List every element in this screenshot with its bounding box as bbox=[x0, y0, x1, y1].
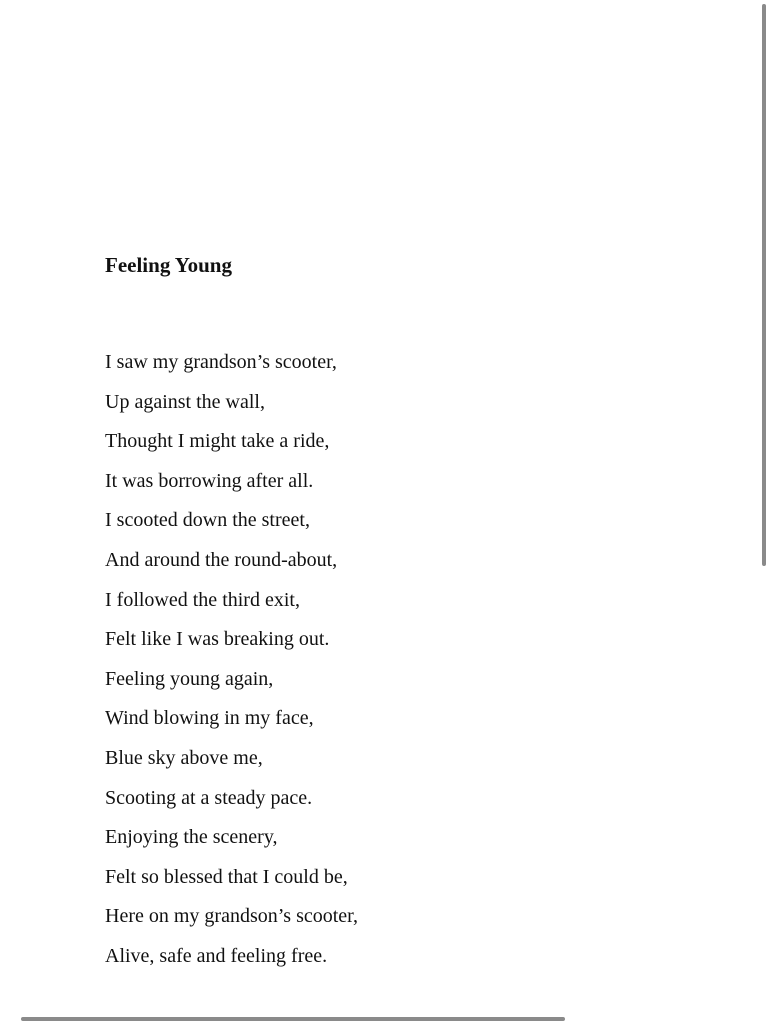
vertical-scrollbar[interactable] bbox=[762, 4, 766, 566]
poem-line: Wind blowing in my face, bbox=[105, 707, 314, 730]
poem-line: Felt so blessed that I could be, bbox=[105, 865, 348, 888]
poem-line: I followed the third exit, bbox=[105, 588, 300, 611]
poem-line: Blue sky above me, bbox=[105, 746, 263, 769]
poem-line: Here on my grandson’s scooter, bbox=[105, 905, 359, 928]
poem-line: Enjoying the scenery, bbox=[105, 826, 278, 849]
poem-line: I saw my grandson’s scooter, bbox=[105, 351, 337, 373]
poem-title: Feeling Young bbox=[105, 253, 232, 277]
poem-line: I scooted down the street, bbox=[105, 509, 310, 532]
poem-line: Feeling young again, bbox=[105, 667, 274, 690]
poem-line: Thought I might take a ride, bbox=[105, 430, 330, 453]
poem bbox=[105, 252, 665, 967]
poem-line: Felt like I was breaking out. bbox=[105, 628, 330, 651]
poem-line: It was borrowing after all. bbox=[105, 469, 314, 492]
poem-line: Scooting at a steady pace. bbox=[105, 786, 313, 809]
horizontal-scrollbar[interactable] bbox=[21, 1017, 565, 1021]
poem-line: Up against the wall, bbox=[105, 390, 265, 413]
poem-lines bbox=[105, 343, 358, 977]
poem-line: And around the round-about, bbox=[105, 548, 338, 571]
poem-line: Alive, safe and feeling free. bbox=[105, 944, 328, 967]
